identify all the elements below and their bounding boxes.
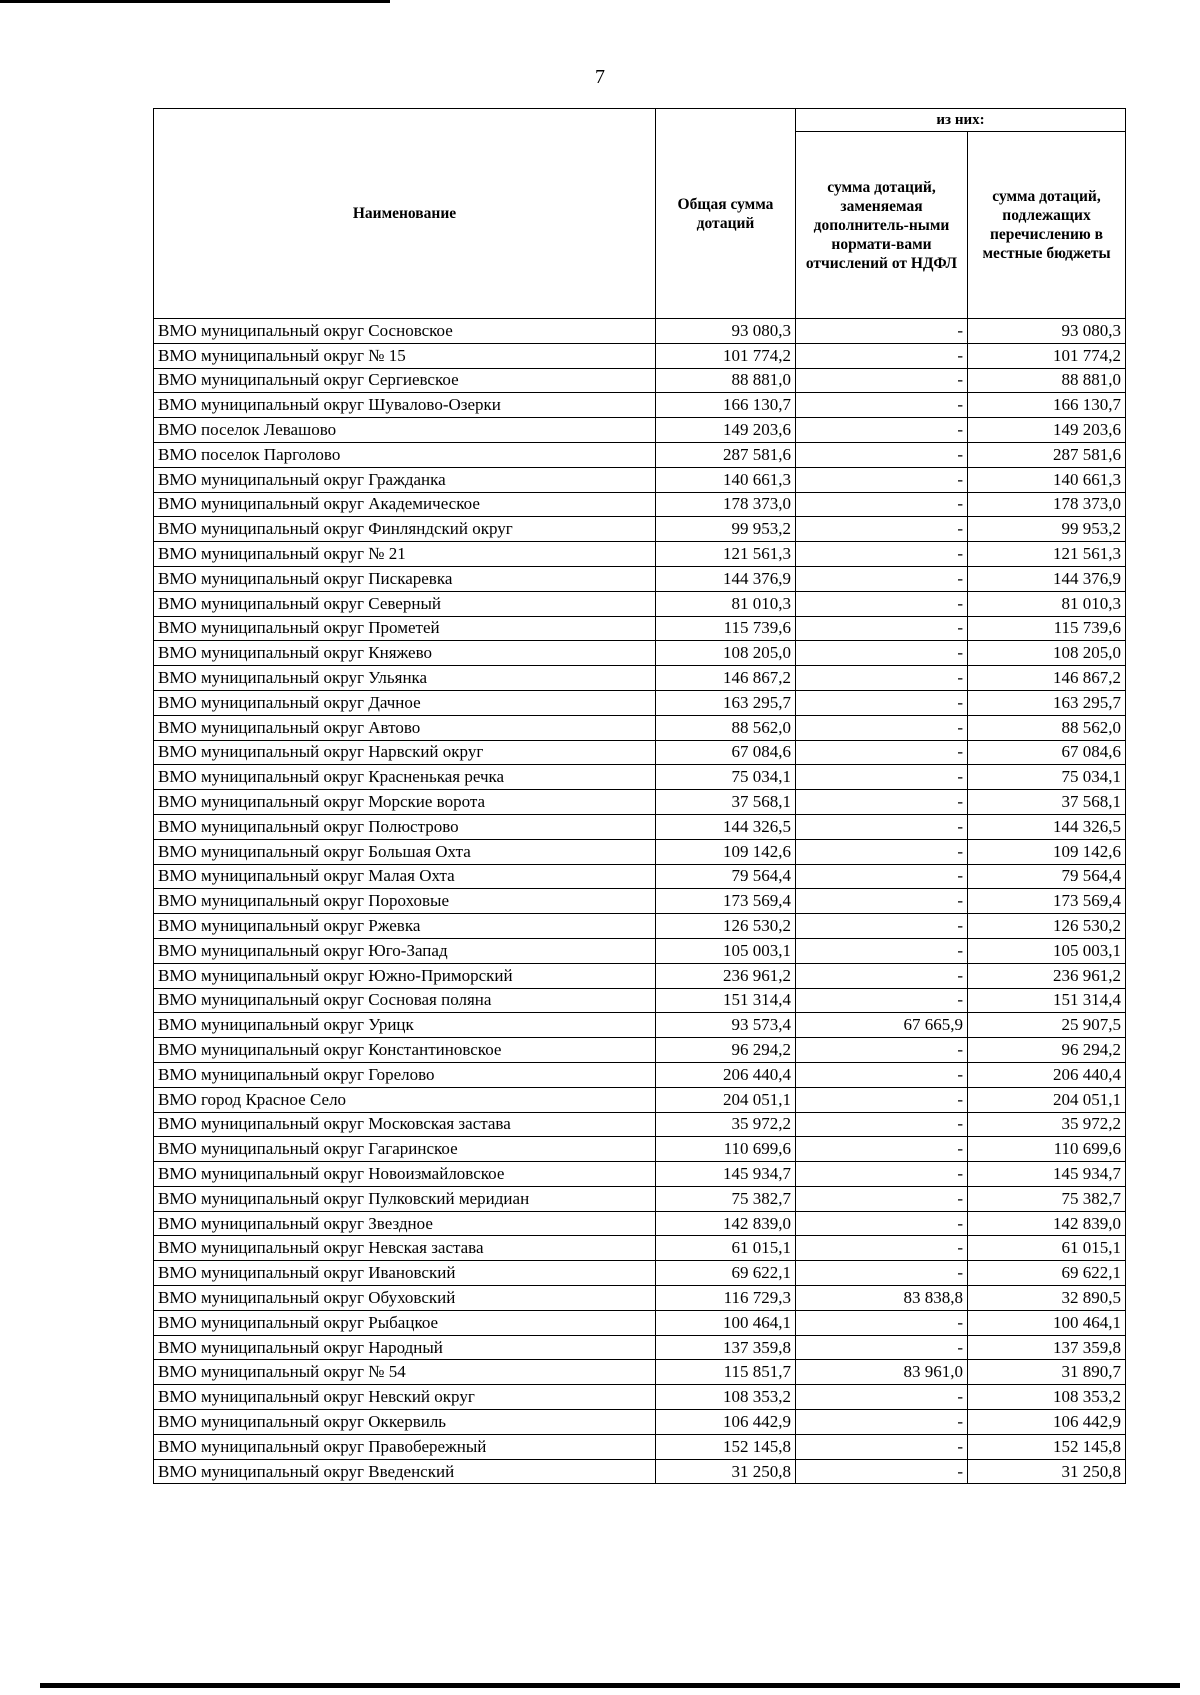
- header-name: Наименование: [154, 109, 656, 319]
- cell-name: ВМО поселок Парголово: [154, 442, 656, 467]
- cell-name: ВМО муниципальный округ Финляндский округ: [154, 517, 656, 542]
- cell-total: 116 729,3: [656, 1286, 796, 1311]
- cell-total: 146 867,2: [656, 666, 796, 691]
- cell-name: ВМО муниципальный округ Морские ворота: [154, 790, 656, 815]
- cell-replaced: -: [796, 1236, 968, 1261]
- table-row: [154, 938, 1126, 963]
- table-header: [154, 109, 1126, 319]
- cell-transferred: 108 353,2: [968, 1385, 1126, 1410]
- cell-transferred: 149 203,6: [968, 418, 1126, 443]
- cell-total: 67 084,6: [656, 740, 796, 765]
- table-row: [154, 343, 1126, 368]
- cell-total: 137 359,8: [656, 1335, 796, 1360]
- cell-name: ВМО муниципальный округ Пороховые: [154, 889, 656, 914]
- table-row: [154, 442, 1126, 467]
- table-row: [154, 839, 1126, 864]
- cell-name: ВМО муниципальный округ Академическое: [154, 492, 656, 517]
- cell-total: 100 464,1: [656, 1310, 796, 1335]
- subsidies-table: [153, 108, 1126, 1484]
- cell-name: ВМО муниципальный округ Полюстрово: [154, 814, 656, 839]
- cell-total: 108 353,2: [656, 1385, 796, 1410]
- cell-replaced: -: [796, 393, 968, 418]
- cell-replaced: -: [796, 690, 968, 715]
- cell-total: 108 205,0: [656, 641, 796, 666]
- cell-transferred: 152 145,8: [968, 1434, 1126, 1459]
- cell-replaced: -: [796, 1062, 968, 1087]
- cell-transferred: 109 142,6: [968, 839, 1126, 864]
- table-row: [154, 666, 1126, 691]
- cell-total: 145 934,7: [656, 1162, 796, 1187]
- table-row: [154, 1137, 1126, 1162]
- cell-total: 88 562,0: [656, 715, 796, 740]
- cell-name: ВМО муниципальный округ Прометей: [154, 616, 656, 641]
- cell-name: ВМО город Красное Село: [154, 1087, 656, 1112]
- cell-replaced: -: [796, 591, 968, 616]
- cell-transferred: 35 972,2: [968, 1112, 1126, 1137]
- cell-name: ВМО муниципальный округ Рыбацкое: [154, 1310, 656, 1335]
- cell-total: 109 142,6: [656, 839, 796, 864]
- cell-replaced: -: [796, 666, 968, 691]
- table-row: [154, 988, 1126, 1013]
- cell-name: ВМО муниципальный округ Нарвский округ: [154, 740, 656, 765]
- cell-total: 88 881,0: [656, 368, 796, 393]
- cell-total: 152 145,8: [656, 1434, 796, 1459]
- cell-replaced: -: [796, 542, 968, 567]
- cell-total: 75 382,7: [656, 1186, 796, 1211]
- cell-total: 287 581,6: [656, 442, 796, 467]
- cell-name: ВМО муниципальный округ Малая Охта: [154, 864, 656, 889]
- cell-name: ВМО муниципальный округ Большая Охта: [154, 839, 656, 864]
- table-row: [154, 492, 1126, 517]
- table-row: [154, 1211, 1126, 1236]
- cell-replaced: -: [796, 467, 968, 492]
- cell-transferred: 67 084,6: [968, 740, 1126, 765]
- cell-name: ВМО муниципальный округ Ивановский: [154, 1261, 656, 1286]
- cell-name: ВМО муниципальный округ Сосновское: [154, 319, 656, 344]
- cell-transferred: 88 562,0: [968, 715, 1126, 740]
- cell-total: 115 851,7: [656, 1360, 796, 1385]
- cell-replaced: -: [796, 1186, 968, 1211]
- table-row: [154, 914, 1126, 939]
- cell-total: 149 203,6: [656, 418, 796, 443]
- cell-replaced: -: [796, 1310, 968, 1335]
- cell-total: 142 839,0: [656, 1211, 796, 1236]
- cell-total: 31 250,8: [656, 1459, 796, 1484]
- cell-transferred: 31 890,7: [968, 1360, 1126, 1385]
- cell-transferred: 37 568,1: [968, 790, 1126, 815]
- cell-name: ВМО муниципальный округ Правобережный: [154, 1434, 656, 1459]
- cell-total: 126 530,2: [656, 914, 796, 939]
- table-row: [154, 368, 1126, 393]
- cell-name: ВМО муниципальный округ Пискаревка: [154, 566, 656, 591]
- cell-transferred: 69 622,1: [968, 1261, 1126, 1286]
- top-rule: [0, 0, 390, 3]
- cell-transferred: 287 581,6: [968, 442, 1126, 467]
- cell-transferred: 110 699,6: [968, 1137, 1126, 1162]
- cell-replaced: -: [796, 492, 968, 517]
- cell-total: 144 376,9: [656, 566, 796, 591]
- cell-transferred: 75 034,1: [968, 765, 1126, 790]
- cell-transferred: 79 564,4: [968, 864, 1126, 889]
- table-row: [154, 1261, 1126, 1286]
- cell-replaced: -: [796, 889, 968, 914]
- table-row: [154, 616, 1126, 641]
- cell-total: 236 961,2: [656, 963, 796, 988]
- cell-replaced: -: [796, 1137, 968, 1162]
- bottom-rule: [40, 1683, 1180, 1688]
- cell-replaced: -: [796, 1112, 968, 1137]
- cell-total: 173 569,4: [656, 889, 796, 914]
- cell-total: 101 774,2: [656, 343, 796, 368]
- cell-name: ВМО муниципальный округ Автово: [154, 715, 656, 740]
- cell-total: 99 953,2: [656, 517, 796, 542]
- cell-name: ВМО муниципальный округ Княжево: [154, 641, 656, 666]
- cell-name: ВМО муниципальный округ Народный: [154, 1335, 656, 1360]
- cell-name: ВМО муниципальный округ Урицк: [154, 1013, 656, 1038]
- table-row: [154, 814, 1126, 839]
- table-row: [154, 765, 1126, 790]
- cell-replaced: -: [796, 715, 968, 740]
- table-row: [154, 1360, 1126, 1385]
- cell-name: ВМО муниципальный округ Новоизмайловское: [154, 1162, 656, 1187]
- table-row: [154, 864, 1126, 889]
- table-row: [154, 889, 1126, 914]
- cell-transferred: 99 953,2: [968, 517, 1126, 542]
- cell-total: 61 015,1: [656, 1236, 796, 1261]
- cell-total: 93 080,3: [656, 319, 796, 344]
- header-replaced: сумма дотаций, заменяемая дополнитель-ными нормати-вами отчислений от НДФЛ: [796, 132, 968, 319]
- cell-replaced: -: [796, 864, 968, 889]
- cell-total: 106 442,9: [656, 1410, 796, 1435]
- cell-name: ВМО муниципальный округ Ржевка: [154, 914, 656, 939]
- table-row: [154, 1236, 1126, 1261]
- cell-total: 96 294,2: [656, 1038, 796, 1063]
- cell-replaced: -: [796, 1410, 968, 1435]
- table-row: [154, 1410, 1126, 1435]
- cell-transferred: 105 003,1: [968, 938, 1126, 963]
- cell-total: 69 622,1: [656, 1261, 796, 1286]
- table-row: [154, 542, 1126, 567]
- cell-total: 144 326,5: [656, 814, 796, 839]
- cell-total: 206 440,4: [656, 1062, 796, 1087]
- cell-name: ВМО муниципальный округ Гагаринское: [154, 1137, 656, 1162]
- table-row: [154, 1286, 1126, 1311]
- cell-name: ВМО муниципальный округ Горелово: [154, 1062, 656, 1087]
- table-row: [154, 1062, 1126, 1087]
- cell-replaced: -: [796, 616, 968, 641]
- cell-replaced: -: [796, 963, 968, 988]
- page-number: 7: [595, 66, 605, 88]
- cell-replaced: -: [796, 1211, 968, 1236]
- cell-total: 79 564,4: [656, 864, 796, 889]
- cell-transferred: 81 010,3: [968, 591, 1126, 616]
- cell-replaced: -: [796, 839, 968, 864]
- cell-name: ВМО муниципальный округ Гражданка: [154, 467, 656, 492]
- cell-replaced: -: [796, 1087, 968, 1112]
- cell-transferred: 145 934,7: [968, 1162, 1126, 1187]
- table-row: [154, 1434, 1126, 1459]
- table-row: [154, 1162, 1126, 1187]
- cell-replaced: -: [796, 442, 968, 467]
- cell-transferred: 142 839,0: [968, 1211, 1126, 1236]
- cell-transferred: 140 661,3: [968, 467, 1126, 492]
- cell-name: ВМО муниципальный округ Московская застава: [154, 1112, 656, 1137]
- cell-name: ВМО муниципальный округ Шувалово-Озерки: [154, 393, 656, 418]
- cell-total: 75 034,1: [656, 765, 796, 790]
- cell-replaced: -: [796, 566, 968, 591]
- cell-replaced: -: [796, 343, 968, 368]
- cell-replaced: -: [796, 914, 968, 939]
- table-row: [154, 591, 1126, 616]
- cell-replaced: 83 961,0: [796, 1360, 968, 1385]
- cell-name: ВМО муниципальный округ Оккервиль: [154, 1410, 656, 1435]
- cell-name: ВМО муниципальный округ Юго-Запад: [154, 938, 656, 963]
- cell-total: 204 051,1: [656, 1087, 796, 1112]
- cell-name: ВМО муниципальный округ Невская застава: [154, 1236, 656, 1261]
- table-row: [154, 1310, 1126, 1335]
- cell-replaced: -: [796, 814, 968, 839]
- table-row: [154, 1459, 1126, 1484]
- cell-replaced: -: [796, 517, 968, 542]
- cell-total: 81 010,3: [656, 591, 796, 616]
- cell-transferred: 173 569,4: [968, 889, 1126, 914]
- table-row: [154, 517, 1126, 542]
- cell-name: ВМО муниципальный округ Введенский: [154, 1459, 656, 1484]
- cell-total: 163 295,7: [656, 690, 796, 715]
- table-row: [154, 1013, 1126, 1038]
- cell-replaced: -: [796, 1162, 968, 1187]
- cell-replaced: -: [796, 418, 968, 443]
- cell-replaced: -: [796, 740, 968, 765]
- cell-transferred: 137 359,8: [968, 1335, 1126, 1360]
- cell-name: ВМО муниципальный округ № 54: [154, 1360, 656, 1385]
- cell-transferred: 101 774,2: [968, 343, 1126, 368]
- cell-name: ВМО муниципальный округ Обуховский: [154, 1286, 656, 1311]
- header-of-them: из них:: [796, 109, 1126, 132]
- cell-transferred: 61 015,1: [968, 1236, 1126, 1261]
- table-row: [154, 641, 1126, 666]
- cell-name: ВМО муниципальный округ № 15: [154, 343, 656, 368]
- cell-total: 93 573,4: [656, 1013, 796, 1038]
- cell-total: 178 373,0: [656, 492, 796, 517]
- header-total: Общая сумма дотаций: [656, 109, 796, 319]
- cell-transferred: 88 881,0: [968, 368, 1126, 393]
- cell-replaced: -: [796, 1261, 968, 1286]
- table-row: [154, 690, 1126, 715]
- cell-replaced: -: [796, 1434, 968, 1459]
- cell-transferred: 32 890,5: [968, 1286, 1126, 1311]
- table-row: [154, 566, 1126, 591]
- cell-name: ВМО муниципальный округ Невский округ: [154, 1385, 656, 1410]
- cell-replaced: -: [796, 1335, 968, 1360]
- cell-transferred: 96 294,2: [968, 1038, 1126, 1063]
- cell-name: ВМО муниципальный округ Сосновая поляна: [154, 988, 656, 1013]
- cell-replaced: 67 665,9: [796, 1013, 968, 1038]
- cell-total: 115 739,6: [656, 616, 796, 641]
- cell-transferred: 106 442,9: [968, 1410, 1126, 1435]
- cell-name: ВМО муниципальный округ Пулковский меридиан: [154, 1186, 656, 1211]
- table-row: [154, 319, 1126, 344]
- cell-name: ВМО муниципальный округ Звездное: [154, 1211, 656, 1236]
- table-row: [154, 790, 1126, 815]
- table-row: [154, 1385, 1126, 1410]
- cell-replaced: -: [796, 368, 968, 393]
- cell-total: 140 661,3: [656, 467, 796, 492]
- cell-name: ВМО муниципальный округ Северный: [154, 591, 656, 616]
- cell-replaced: -: [796, 319, 968, 344]
- cell-transferred: 115 739,6: [968, 616, 1126, 641]
- cell-name: ВМО муниципальный округ Красненькая речка: [154, 765, 656, 790]
- cell-transferred: 75 382,7: [968, 1186, 1126, 1211]
- cell-replaced: -: [796, 641, 968, 666]
- table-row: [154, 393, 1126, 418]
- cell-name: ВМО муниципальный округ Сергиевское: [154, 368, 656, 393]
- header-transferred: сумма дотаций, подлежащих перечислению в местные бюджеты: [968, 132, 1126, 319]
- cell-total: 37 568,1: [656, 790, 796, 815]
- cell-name: ВМО муниципальный округ Дачное: [154, 690, 656, 715]
- cell-replaced: -: [796, 938, 968, 963]
- cell-replaced: -: [796, 1038, 968, 1063]
- cell-transferred: 100 464,1: [968, 1310, 1126, 1335]
- cell-transferred: 25 907,5: [968, 1013, 1126, 1038]
- cell-transferred: 236 961,2: [968, 963, 1126, 988]
- cell-replaced: -: [796, 790, 968, 815]
- table-row: [154, 418, 1126, 443]
- table-body: [154, 319, 1126, 1484]
- cell-replaced: -: [796, 1459, 968, 1484]
- cell-transferred: 146 867,2: [968, 666, 1126, 691]
- cell-transferred: 204 051,1: [968, 1087, 1126, 1112]
- cell-transferred: 144 376,9: [968, 566, 1126, 591]
- cell-transferred: 121 561,3: [968, 542, 1126, 567]
- table-row: [154, 1087, 1126, 1112]
- cell-total: 110 699,6: [656, 1137, 796, 1162]
- table-row: [154, 1112, 1126, 1137]
- cell-name: ВМО поселок Левашово: [154, 418, 656, 443]
- table-row: [154, 963, 1126, 988]
- cell-transferred: 163 295,7: [968, 690, 1126, 715]
- table-row: [154, 715, 1126, 740]
- cell-transferred: 93 080,3: [968, 319, 1126, 344]
- cell-replaced: -: [796, 765, 968, 790]
- cell-transferred: 151 314,4: [968, 988, 1126, 1013]
- cell-name: ВМО муниципальный округ Южно-Приморский: [154, 963, 656, 988]
- table-row: [154, 1186, 1126, 1211]
- cell-total: 166 130,7: [656, 393, 796, 418]
- cell-replaced: -: [796, 988, 968, 1013]
- cell-replaced: 83 838,8: [796, 1286, 968, 1311]
- cell-transferred: 108 205,0: [968, 641, 1126, 666]
- cell-transferred: 144 326,5: [968, 814, 1126, 839]
- table-row: [154, 467, 1126, 492]
- cell-total: 105 003,1: [656, 938, 796, 963]
- cell-name: ВМО муниципальный округ № 21: [154, 542, 656, 567]
- cell-name: ВМО муниципальный округ Ульянка: [154, 666, 656, 691]
- cell-transferred: 31 250,8: [968, 1459, 1126, 1484]
- cell-transferred: 166 130,7: [968, 393, 1126, 418]
- cell-transferred: 178 373,0: [968, 492, 1126, 517]
- cell-total: 151 314,4: [656, 988, 796, 1013]
- cell-total: 121 561,3: [656, 542, 796, 567]
- table-row: [154, 740, 1126, 765]
- cell-replaced: -: [796, 1385, 968, 1410]
- table-row: [154, 1335, 1126, 1360]
- table-row: [154, 1038, 1126, 1063]
- cell-name: ВМО муниципальный округ Константиновское: [154, 1038, 656, 1063]
- cell-transferred: 206 440,4: [968, 1062, 1126, 1087]
- cell-transferred: 126 530,2: [968, 914, 1126, 939]
- cell-total: 35 972,2: [656, 1112, 796, 1137]
